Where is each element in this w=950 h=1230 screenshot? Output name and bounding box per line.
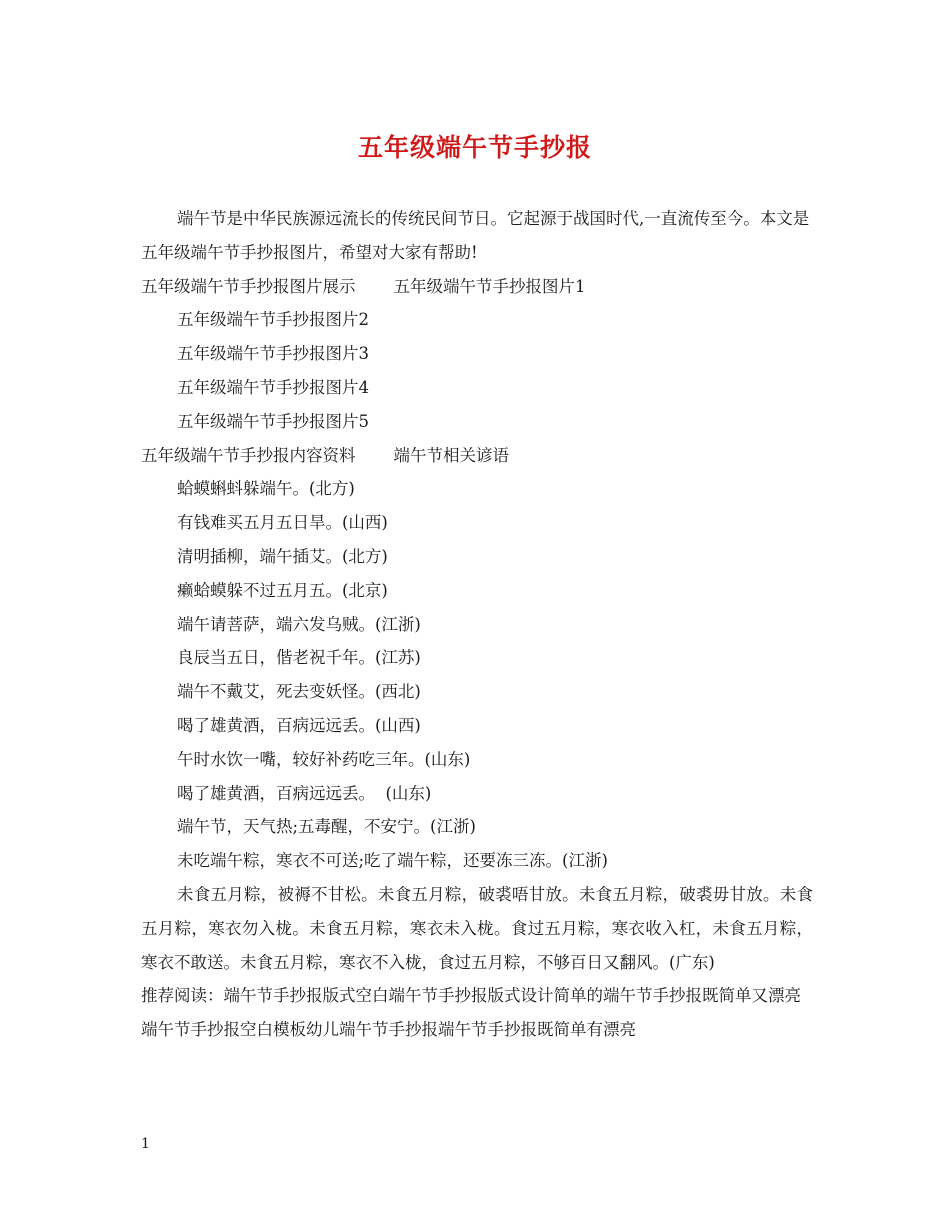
image-list-item: 五年级端午节手抄报图片4: [177, 377, 369, 397]
proverb-item: 端午节，天气热;五毒醒，不安宁。(江浙): [177, 817, 476, 837]
long-proverb-paragraph: 未食五月粽，被褥不甘松。未食五月粽，破裘唔甘放。未食五月粽，破裘毋甘放。未食五月粽，寒衣勿入栊。未食五月粽，寒衣未入栊。食过五月粽，寒衣收入杠，未食五月粽，寒衣不敢送。未食五月粽，寒衣不入栊，食过五月粽，不够百日又翻风。(广东): [141, 884, 813, 972]
proverb-item: 午时水饮一嘴，较好补药吃三年。(山东): [177, 749, 471, 769]
proverb-item: 良辰当五日，偕老祝千年。(江苏): [177, 648, 421, 668]
image-list-item: 五年级端午节手抄报图片5: [177, 411, 369, 431]
proverb-item: 清明插柳，端午插艾。(北方): [177, 546, 388, 566]
section-subheading-proverbs: 端午节相关谚语: [393, 445, 509, 465]
proverb-item: 未吃端午粽，寒衣不可送;吃了端午粽，还要冻三冻。(江浙): [177, 851, 608, 871]
proverb-item: 端午请菩萨，端六发乌贼。(江浙): [177, 614, 421, 634]
intro-paragraph: 端午节是中华民族源远流长的传统民间节日。它起源于战国时代,一直流传至今。本文是五年级端午节手抄报图片，希望对大家有帮助!: [141, 209, 810, 262]
image-list-item: 五年级端午节手抄报图片3: [177, 344, 369, 364]
section-content: [141, 439, 813, 473]
document-body: [141, 202, 813, 1047]
section-heading-content: 五年级端午节手抄报内容资料: [141, 445, 356, 465]
proverb-item: 喝了雄黄酒，百病远远丢。(山西): [177, 715, 421, 735]
section-heading-images: 五年级端午节手抄报图片展示: [141, 276, 356, 296]
proverb-item: 癞蛤蟆躲不过五月五。(北京): [177, 580, 388, 600]
page-title: 五年级端午节手抄报: [357, 133, 592, 162]
proverb-item: 蛤蟆蝌蚪躲端午。(北方): [177, 479, 355, 499]
recommended-reading: 推荐阅读：端午节手抄报版式空白端午节手抄报版式设计简单的端午节手抄报既简单又漂亮端午节手抄报空白模板幼儿端午节手抄报端午节手抄报既简单有漂亮: [141, 986, 801, 1040]
proverb-item: 喝了雄黄酒，百病远远丢。 (山东): [177, 783, 432, 803]
proverb-item: 端午不戴艾，死去变妖怪。(西北): [177, 682, 421, 702]
page-number: 1: [141, 1136, 150, 1152]
image-list-item: 五年级端午节手抄报图片1: [393, 276, 586, 296]
proverb-item: 有钱难买五月五日旱。(山西): [177, 513, 388, 533]
image-list-item: 五年级端午节手抄报图片2: [177, 310, 369, 330]
section-images: [141, 270, 813, 304]
